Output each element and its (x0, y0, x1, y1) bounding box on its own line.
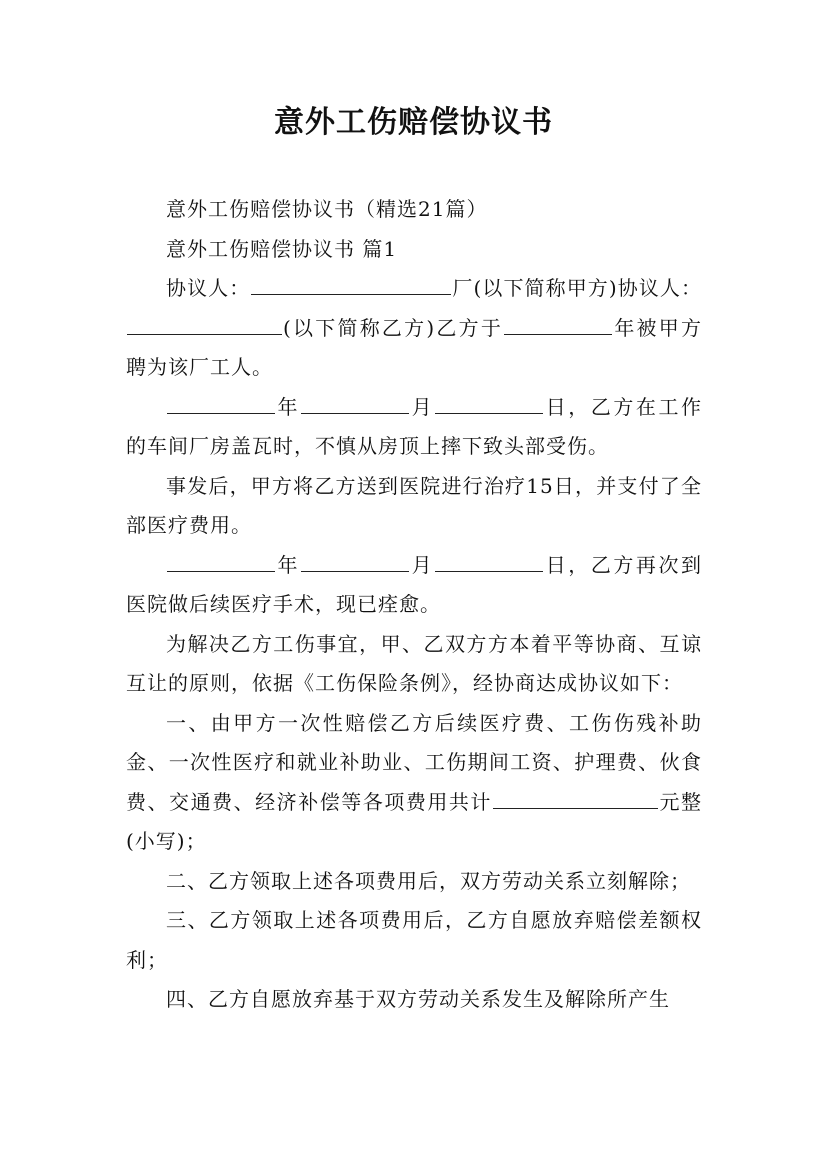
agreement-intro-paragraph: 为解决乙方工伤事宜，甲、乙双方方本着平等协商、互谅互让的原则，依据《工伤保险条例》，经协商达成协议如下： (126, 631, 702, 695)
blank-injury-year (167, 391, 275, 414)
blank-party-a (251, 272, 451, 295)
parties-end: 年被甲方聘为该厂工人。 (126, 315, 702, 379)
clause-4: 四、乙方自愿放弃基于双方劳动关系发生及解除所产生 (166, 987, 670, 1011)
blank-party-b (127, 312, 282, 335)
blank-amount (493, 786, 658, 809)
blank-surgery-day (435, 549, 543, 572)
document-title: 意外工伤赔偿协议书 (274, 105, 553, 140)
blank-injury-month (301, 391, 409, 414)
injury-paragraph (126, 388, 702, 467)
clause-3: 三、乙方领取上述各项费用后，乙方自愿放弃赔偿差额权利； (126, 908, 702, 972)
document-body (126, 190, 702, 1020)
blank-hire-year (504, 312, 612, 335)
surgery-day-text: 日，乙方再次到医院做后续医疗手术，现已痊愈。 (126, 552, 703, 616)
clause-1 (126, 704, 702, 862)
subtitle-line: 意外工伤赔偿协议书（精选21篇） (166, 197, 488, 221)
injury-day-text: 日，乙方在工作的车间厂房盖瓦时，不慎从房顶上摔下致头部受伤。 (126, 394, 703, 458)
treatment-paragraph: 事发后，甲方将乙方送到医院进行治疗15日，并支付了全部医疗费用。 (126, 473, 702, 537)
blank-surgery-month (301, 549, 409, 572)
clause-1-end: 元整(小写)； (126, 789, 703, 853)
surgery-year-label: 年 (276, 552, 301, 577)
surgery-month-label: 月 (410, 552, 435, 577)
parties-paragraph (126, 269, 702, 388)
section-heading: 意外工伤赔偿协议书 篇1 (166, 236, 398, 261)
clause-2: 二、乙方领取上述各项费用后，双方劳动关系立刻解除； (166, 868, 691, 893)
blank-surgery-year (167, 549, 275, 572)
surgery-paragraph (126, 546, 702, 625)
blank-injury-day (435, 391, 543, 414)
parties-prefix: 协议人： (166, 276, 251, 300)
injury-month-label: 月 (410, 394, 435, 419)
clause-1-text: 一、由甲方一次性赔偿乙方后续医疗费、工伤伤残补助金、一次性医疗和就业补助业、工伤期间工资、护理费、伙食费、交通费、经济补偿等各项费用共计 (126, 710, 702, 814)
parties-after-b: (以下简称乙方)乙方于 (283, 315, 504, 340)
injury-year-label: 年 (276, 394, 301, 419)
parties-middle: 厂(以下简称甲方)协议人： (452, 276, 702, 300)
